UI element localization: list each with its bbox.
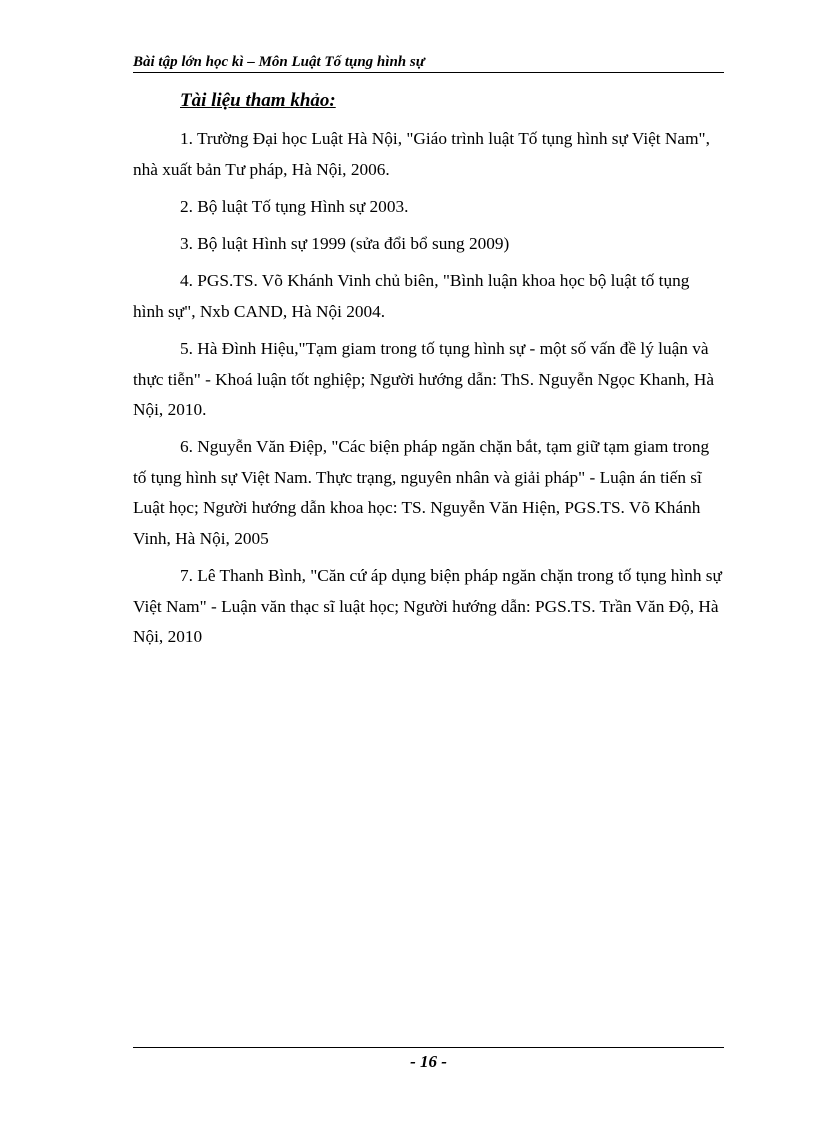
references-title: Tài liệu tham khảo: xyxy=(180,90,336,111)
reference-item-5: 5. Hà Đình Hiệu,"Tạm giam trong tố tụng hình sự - một số vấn đề lý luận và thực tiễn" - Khoá luận tốt nghiệp; Người hướng dẫn: ThS. Nguyễn Ngọc Khanh, Hà Nội, 2010. xyxy=(133,339,715,420)
footer-rule xyxy=(133,1047,724,1048)
running-header: Bài tập lớn học kì – Môn Luật Tố tụng hình sự xyxy=(133,54,425,70)
reference-item-1: 1. Trường Đại học Luật Hà Nội, "Giáo trình luật Tố tụng hình sự Việt Nam", nhà xuất bản Tư pháp, Hà Nội, 2006. xyxy=(133,129,710,179)
reference-item-7: 7. Lê Thanh Bình, "Căn cứ áp dụng biện pháp ngăn chặn trong tố tụng hình sự Việt Nam" - Luận văn thạc sĩ luật học; Người hướng dẫn: PGS.TS. Trần Văn Độ, Hà Nội, 2010 xyxy=(133,566,722,647)
reference-list xyxy=(133,124,724,660)
reference-item-2: 2. Bộ luật Tố tụng Hình sự 2003. xyxy=(180,196,409,216)
reference-item-4: 4. PGS.TS. Võ Khánh Vinh chủ biên, "Bình luận khoa học bộ luật tố tụng hình sự", Nxb CAND, Hà Nội 2004. xyxy=(133,271,690,321)
header-rule xyxy=(133,72,724,73)
reference-item-6: 6. Nguyễn Văn Điệp, "Các biện pháp ngăn chặn bắt, tạm giữ tạm giam trong tố tụng hình sự Việt Nam. Thực trạng, nguyên nhân và giải pháp" - Luận án tiến sĩ Luật học; Người hướng dẫn khoa học: TS. Nguyễn Văn Hiện, PGS.TS. Võ Khánh Vinh, Hà Nội, 2005 xyxy=(133,437,710,548)
reference-item-3: 3. Bộ luật Hình sự 1999 (sửa đổi bổ sung 2009) xyxy=(180,234,510,254)
page-number: - 16 - xyxy=(410,1052,447,1071)
